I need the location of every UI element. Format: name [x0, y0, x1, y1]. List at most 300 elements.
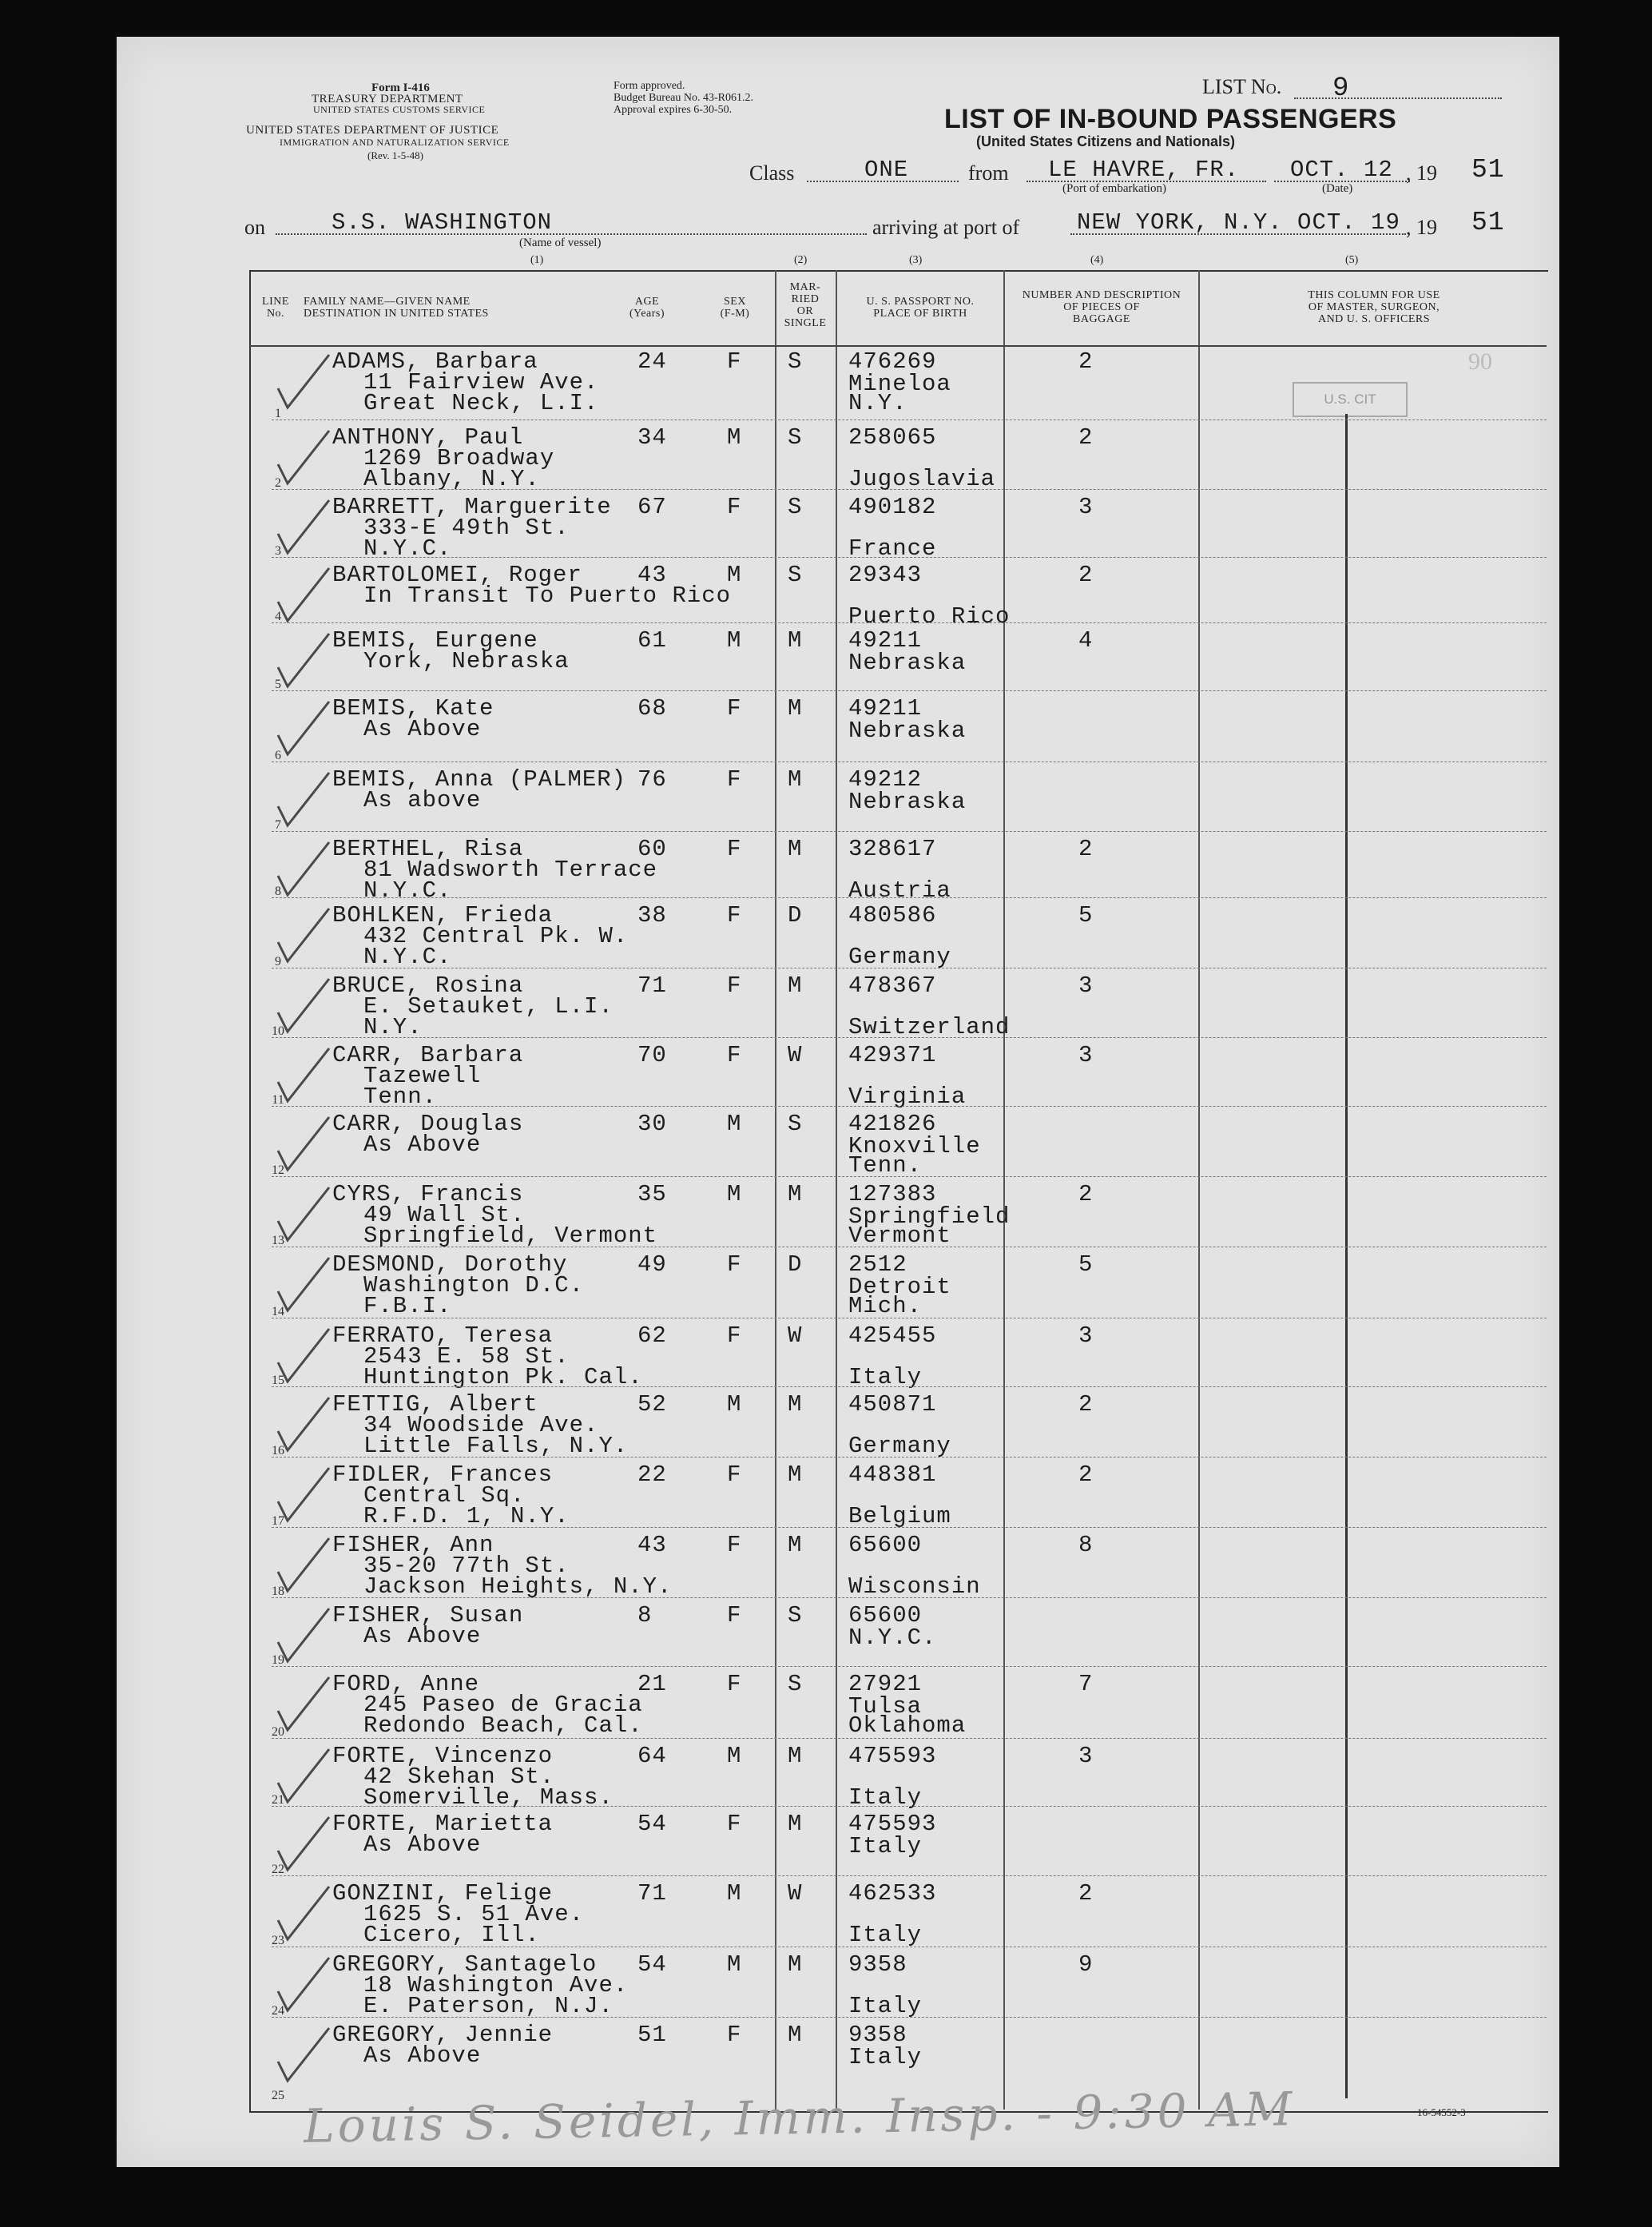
line-number: 5	[275, 678, 281, 691]
passenger-name: FISHER, Susan	[332, 1602, 524, 1628]
check-mark	[264, 1393, 336, 1457]
passenger-name: CYRS, Francis	[332, 1181, 524, 1207]
passenger-name: FORD, Anne	[332, 1671, 480, 1697]
place-of-birth: Tenn.	[848, 1152, 923, 1179]
passport-number: 49212	[848, 766, 923, 793]
us-cit-stamp: U.S. CIT	[1293, 382, 1408, 417]
passport-number: 2512	[848, 1251, 907, 1278]
passenger-sex: F	[727, 1602, 742, 1628]
passenger-sex: F	[727, 766, 742, 793]
arrival-year-prefix: , 19	[1406, 216, 1437, 239]
arriving-label: arriving at port of	[872, 216, 1020, 239]
row-divider	[272, 1806, 1547, 1807]
check-mark	[264, 1672, 336, 1736]
passenger-sex: M	[727, 1743, 742, 1769]
row-divider	[272, 1386, 1547, 1387]
passenger-sex: F	[727, 494, 742, 520]
baggage-count: 2	[1078, 836, 1094, 862]
passport-number: 429371	[848, 1042, 937, 1068]
passenger-marital-status: D	[788, 902, 803, 929]
baggage-count: 7	[1078, 1671, 1094, 1697]
dept-ins: IMMIGRATION AND NATURALIZATION SERVICE	[280, 137, 510, 148]
passenger-sex: M	[727, 1951, 742, 1978]
place-of-birth: Italy	[848, 1993, 923, 2019]
place-of-birth: Wisconsin	[848, 1573, 981, 1600]
baggage-count: 2	[1078, 348, 1094, 375]
line-number: 20	[272, 1725, 284, 1739]
check-mark	[264, 1953, 336, 2017]
place-of-birth: Austria	[848, 877, 951, 904]
check-mark	[264, 904, 336, 968]
column-number-1: (1)	[530, 254, 544, 266]
place-of-birth: Mineloa	[848, 371, 951, 397]
passenger-address: 49 Wall St.	[363, 1202, 526, 1228]
passenger-address: F.B.I.	[363, 1293, 452, 1319]
baggage-count: 3	[1078, 1322, 1094, 1349]
passenger-address: As Above	[363, 716, 482, 742]
passenger-age: 60	[637, 836, 667, 862]
passenger-address: 1625 S. 51 Ave.	[363, 1901, 585, 1927]
col-divider	[1003, 270, 1005, 2110]
passenger-age: 54	[637, 1951, 667, 1978]
passenger-marital-status: M	[788, 1743, 803, 1769]
passenger-name: BOHLKEN, Frieda	[332, 902, 554, 929]
passenger-name: BEMIS, Kate	[332, 695, 494, 722]
place-of-birth: Germany	[848, 944, 951, 970]
passenger-address: 2543 E. 58 St.	[363, 1343, 570, 1370]
place-of-birth: N.Y.	[848, 390, 907, 416]
passenger-marital-status: M	[788, 1811, 803, 1837]
check-mark	[264, 1183, 336, 1247]
row-divider	[272, 690, 1547, 691]
passenger-sex: F	[727, 348, 742, 375]
column-number-5: (5)	[1345, 254, 1359, 266]
check-mark	[264, 1533, 336, 1597]
passenger-address: Albany, N.Y.	[363, 466, 540, 492]
line-number: 19	[272, 1653, 284, 1667]
line-number: 9	[275, 955, 281, 968]
header-rule	[249, 345, 1547, 347]
passenger-marital-status: M	[788, 1532, 803, 1558]
passport-number: 450871	[848, 1391, 937, 1418]
baggage-count: 4	[1078, 627, 1094, 654]
row-divider	[272, 831, 1547, 832]
check-mark	[264, 697, 336, 761]
baggage-count: 3	[1078, 494, 1094, 520]
passenger-age: 71	[637, 972, 667, 999]
check-mark	[264, 768, 336, 832]
passenger-marital-status: W	[788, 1322, 803, 1349]
place-of-birth: Detroit	[848, 1274, 951, 1300]
passenger-sex: F	[727, 836, 742, 862]
passport-number: 462533	[848, 1880, 937, 1907]
baggage-count: 2	[1078, 1391, 1094, 1418]
passenger-name: FORTE, Vincenzo	[332, 1743, 554, 1769]
arrival-line	[1070, 233, 1406, 235]
passport-number: 27921	[848, 1671, 923, 1697]
passport-number: 29343	[848, 562, 923, 588]
line-number: 25	[272, 2089, 284, 2102]
line-number: 22	[272, 1863, 284, 1876]
line-number: 10	[272, 1024, 284, 1038]
passenger-address: Jackson Heights, N.Y.	[363, 1573, 673, 1600]
date-caption: (Date)	[1322, 182, 1353, 195]
passenger-age: 68	[637, 695, 667, 722]
place-of-birth: Puerto Rico	[848, 603, 1011, 630]
passenger-address: Cicero, Ill.	[363, 1922, 540, 1948]
passenger-address: Little Falls, N.Y.	[363, 1433, 629, 1459]
list-no-label: LIST No.	[1202, 75, 1282, 98]
passenger-marital-status: S	[788, 494, 803, 520]
passenger-sex: F	[727, 1251, 742, 1278]
port-caption: (Port of embarkation)	[1062, 182, 1166, 195]
passport-number: 9358	[848, 2022, 907, 2048]
place-of-birth: Italy	[848, 2044, 923, 2070]
passenger-address: E. Setauket, L.I.	[363, 993, 614, 1020]
check-mark	[264, 1604, 336, 1668]
passenger-address: As Above	[363, 1623, 482, 1649]
baggage-count: 2	[1078, 424, 1094, 451]
passenger-name: CARR, Barbara	[332, 1042, 524, 1068]
passenger-address: As Above	[363, 1131, 482, 1158]
baggage-count: 3	[1078, 972, 1094, 999]
row-divider	[272, 1597, 1547, 1598]
check-mark	[264, 837, 336, 901]
passenger-address: Tenn.	[363, 1084, 438, 1110]
line-number: 24	[272, 2004, 284, 2018]
line-number: 18	[272, 1585, 284, 1598]
line-number: 4	[275, 610, 281, 623]
passenger-age: 34	[637, 424, 667, 451]
passenger-marital-status: S	[788, 424, 803, 451]
passenger-address: 432 Central Pk. W.	[363, 923, 629, 949]
passenger-marital-status: S	[788, 1602, 803, 1628]
margin-number: 90	[1468, 348, 1492, 375]
place-of-birth: Springfield	[848, 1203, 1011, 1230]
row-divider	[272, 489, 1547, 490]
passenger-sex: F	[727, 1461, 742, 1488]
row-divider	[272, 622, 1547, 623]
header-officers: THIS COLUMN FOR USE OF MASTER, SURGEON, AND U. S. OFFICERS	[1308, 289, 1440, 325]
passenger-age: 35	[637, 1181, 667, 1207]
check-mark	[264, 1044, 336, 1108]
passport-number: 49211	[848, 695, 923, 722]
passenger-marital-status: S	[788, 348, 803, 375]
passport-number: 328617	[848, 836, 937, 862]
approval-expiry: Approval expires 6-30-50.	[614, 104, 733, 116]
passenger-address: Springfield, Vermont	[363, 1223, 658, 1249]
passenger-address: N.Y.C.	[363, 944, 452, 970]
passenger-marital-status: S	[788, 562, 803, 588]
passenger-sex: M	[727, 627, 742, 654]
passenger-age: 21	[637, 1671, 667, 1697]
passport-number: 425455	[848, 1322, 937, 1349]
place-of-birth: Tulsa	[848, 1693, 923, 1720]
passenger-age: 43	[637, 562, 667, 588]
baggage-count: 9	[1078, 1951, 1094, 1978]
dept-customs: UNITED STATES CUSTOMS SERVICE	[313, 104, 486, 115]
passport-number: 65600	[848, 1532, 923, 1558]
baggage-count: 2	[1078, 562, 1094, 588]
passenger-marital-status: M	[788, 2022, 803, 2048]
check-mark	[264, 629, 336, 693]
list-no-line	[1294, 97, 1502, 99]
passenger-marital-status: D	[788, 1251, 803, 1278]
vessel-name: S.S. WASHINGTON	[332, 209, 553, 236]
place-of-birth: Nebraska	[848, 789, 967, 815]
passenger-address: 333-E 49th St.	[363, 515, 570, 541]
check-mark	[264, 2023, 336, 2087]
passenger-address: 34 Woodside Ave.	[363, 1412, 599, 1438]
baggage-count: 2	[1078, 1181, 1094, 1207]
passenger-address: Washington D.C.	[363, 1272, 585, 1298]
year-prefix: , 19	[1406, 161, 1437, 185]
budget-bureau-no: Budget Bureau No. 43-R061.2.	[614, 92, 753, 104]
place-of-birth: Nebraska	[848, 718, 967, 744]
passport-number: 490182	[848, 494, 937, 520]
line-number: 21	[272, 1793, 284, 1807]
passport-number: 49211	[848, 627, 923, 654]
line-number: 7	[275, 818, 281, 832]
passenger-age: 30	[637, 1111, 667, 1137]
passenger-address: R.F.D. 1, N.Y.	[363, 1503, 570, 1529]
line-number: 23	[272, 1934, 284, 1947]
passport-number: 448381	[848, 1461, 937, 1488]
passenger-marital-status: M	[788, 766, 803, 793]
passenger-sex: M	[727, 562, 742, 588]
row-divider	[272, 1176, 1547, 1177]
passport-number: 9358	[848, 1951, 907, 1978]
header-married: MAR- RIED OR SINGLE	[784, 281, 827, 329]
place-of-birth: Vermont	[848, 1223, 951, 1249]
place-of-birth: Oklahoma	[848, 1712, 967, 1739]
class-label: Class	[749, 161, 795, 185]
passenger-address: 81 Wadsworth Terrace	[363, 857, 658, 883]
passenger-sex: F	[727, 1671, 742, 1697]
passenger-age: 61	[637, 627, 667, 654]
passenger-address: Huntington Pk. Cal.	[363, 1364, 643, 1390]
row-divider	[272, 1738, 1547, 1739]
passenger-address: 18 Washington Ave.	[363, 1972, 629, 1998]
row-divider	[272, 2017, 1547, 2018]
line-number: 11	[272, 1093, 284, 1107]
passenger-address: 42 Skehan St.	[363, 1764, 555, 1790]
passport-number: 478367	[848, 972, 937, 999]
passenger-name: BRUCE, Rosina	[332, 972, 524, 999]
place-of-birth: Mich.	[848, 1293, 923, 1319]
line-number: 16	[272, 1444, 284, 1457]
column-number-2: (2)	[794, 254, 808, 266]
row-divider	[272, 557, 1547, 558]
passenger-age: 62	[637, 1322, 667, 1349]
place-of-birth: Italy	[848, 1784, 923, 1811]
place-of-birth: Virginia	[848, 1084, 967, 1110]
passenger-name: BEMIS, Eurgene	[332, 627, 538, 654]
passenger-sex: M	[727, 1181, 742, 1207]
baggage-count: 2	[1078, 1880, 1094, 1907]
passenger-address: Somerville, Mass.	[363, 1784, 614, 1811]
passenger-marital-status: M	[788, 695, 803, 722]
arrival-year: 51	[1471, 208, 1505, 237]
line-number: 13	[272, 1234, 284, 1247]
check-mark	[264, 1253, 336, 1317]
place-of-birth: Germany	[848, 1433, 951, 1459]
passenger-name: BERTHEL, Risa	[332, 836, 524, 862]
passenger-name: CARR, Douglas	[332, 1111, 524, 1137]
passenger-age: 8	[637, 1602, 653, 1628]
check-mark	[264, 1463, 336, 1527]
passenger-sex: M	[727, 1111, 742, 1137]
baggage-count: 3	[1078, 1743, 1094, 1769]
passenger-age: 71	[637, 1880, 667, 1907]
line-number: 17	[272, 1514, 284, 1528]
passenger-name: BEMIS, Anna (PALMER)	[332, 766, 627, 793]
passenger-address: N.Y.C.	[363, 535, 452, 562]
line-number: 15	[272, 1374, 284, 1387]
passenger-sex: M	[727, 424, 742, 451]
place-of-birth: Belgium	[848, 1503, 951, 1529]
check-mark	[264, 1882, 336, 1946]
passport-number: 475593	[848, 1743, 937, 1769]
passenger-address: E. Paterson, N.J.	[363, 1993, 614, 2019]
passenger-name: FERRATO, Teresa	[332, 1322, 554, 1349]
row-divider	[272, 1875, 1547, 1876]
col-divider	[836, 270, 837, 2110]
row-divider	[272, 1037, 1547, 1038]
embarkation-year: 51	[1471, 155, 1505, 185]
form-approved: Form approved.	[614, 80, 685, 92]
passenger-sex: F	[727, 695, 742, 722]
place-of-birth: N.Y.C.	[848, 1625, 937, 1651]
passenger-sex: F	[727, 902, 742, 929]
column-number-3: (3)	[909, 254, 923, 266]
passenger-name: DESMOND, Dorothy	[332, 1251, 568, 1278]
passenger-marital-status: W	[788, 1880, 803, 1907]
place-of-birth: Knoxville	[848, 1133, 981, 1159]
vessel-line	[276, 233, 867, 235]
passenger-name: ADAMS, Barbara	[332, 348, 538, 375]
embarkation-date: OCT. 12	[1290, 157, 1393, 183]
passenger-address: As Above	[363, 1831, 482, 1858]
passenger-sex: F	[727, 1042, 742, 1068]
row-divider	[272, 1106, 1547, 1107]
line-number: 8	[275, 885, 281, 898]
passenger-age: 52	[637, 1391, 667, 1418]
check-mark	[264, 1812, 336, 1876]
place-of-birth: Italy	[848, 1364, 923, 1390]
check-mark	[264, 426, 336, 490]
place-of-birth: Nebraska	[848, 650, 967, 676]
passenger-age: 49	[637, 1251, 667, 1278]
passenger-address: In Transit To Puerto Rico	[363, 583, 732, 609]
passenger-age: 54	[637, 1811, 667, 1837]
line-number: 1	[275, 407, 281, 420]
passenger-marital-status: M	[788, 627, 803, 654]
passenger-sex: F	[727, 2022, 742, 2048]
port-of-embarkation: LE HAVRE, FR.	[1048, 157, 1240, 183]
passenger-name: GREGORY, Jennie	[332, 2022, 554, 2048]
passenger-address: 11 Fairview Ave.	[363, 369, 599, 396]
arrival-port-date: NEW YORK, N.Y. OCT. 19	[1077, 209, 1400, 236]
passenger-address: 1269 Broadway	[363, 445, 555, 471]
dept-justice: UNITED STATES DEPARTMENT OF JUSTICE	[246, 124, 499, 137]
passenger-sex: F	[727, 1811, 742, 1837]
inspector-signature: Louis S. Seidel, Imm. Insp. - 9:30 AM	[303, 2082, 1296, 2153]
passenger-marital-status: M	[788, 1181, 803, 1207]
place-of-birth: Italy	[848, 1922, 923, 1948]
passport-number: 65600	[848, 1602, 923, 1628]
passport-number: 475593	[848, 1811, 937, 1837]
place-of-birth: Jugoslavia	[848, 466, 996, 492]
on-label: on	[244, 216, 265, 239]
passenger-marital-status: M	[788, 1951, 803, 1978]
passenger-sex: F	[727, 1532, 742, 1558]
header-line-no: LINE No.	[262, 296, 289, 320]
header-name: FAMILY NAME—GIVEN NAME DESTINATION IN UNITED STATES	[304, 296, 489, 320]
passenger-name: BARTOLOMEI, Roger	[332, 562, 582, 588]
row-divider	[272, 1527, 1547, 1528]
page-title: LIST OF IN-BOUND PASSENGERS	[944, 104, 1397, 134]
header-age: AGE (Years)	[629, 296, 665, 320]
dept-treasury: TREASURY DEPARTMENT	[312, 93, 463, 105]
from-label: from	[968, 161, 1009, 185]
baggage-count: 5	[1078, 1251, 1094, 1278]
passport-number: 480586	[848, 902, 937, 929]
passenger-address: As Above	[363, 2042, 482, 2069]
passenger-name: FETTIG, Albert	[332, 1391, 538, 1418]
check-mark	[264, 495, 336, 559]
column-number-4: (4)	[1090, 254, 1104, 266]
passenger-marital-status: M	[788, 972, 803, 999]
passenger-marital-status: S	[788, 1111, 803, 1137]
header-passport: U. S. PASSPORT NO. PLACE OF BIRTH	[866, 296, 975, 320]
class-line	[807, 181, 959, 182]
list-no-value: 9	[1332, 74, 1350, 104]
passenger-address: 35-20 77th St.	[363, 1553, 570, 1579]
form-revision: (Rev. 1-5-48)	[367, 149, 423, 161]
col-divider	[775, 270, 776, 2110]
passenger-sex: F	[727, 972, 742, 999]
header-sex: SEX (F-M)	[720, 296, 750, 320]
baggage-count: 3	[1078, 1042, 1094, 1068]
passenger-age: 43	[637, 1532, 667, 1558]
passenger-age: 22	[637, 1461, 667, 1488]
passenger-name: GONZINI, Felige	[332, 1880, 554, 1907]
passport-number: 258065	[848, 424, 937, 451]
place-of-birth: Italy	[848, 1833, 923, 1859]
place-of-birth: Switzerland	[848, 1014, 1011, 1040]
passenger-address: N.Y.C.	[363, 877, 452, 904]
passenger-name: GREGORY, Santagelo	[332, 1951, 598, 1978]
passenger-sex: F	[727, 1322, 742, 1349]
passport-number: 127383	[848, 1181, 937, 1207]
form-number: Form I-416	[371, 82, 430, 94]
line-number: 3	[275, 544, 281, 558]
row-divider	[272, 1666, 1547, 1667]
check-mark	[264, 1744, 336, 1808]
check-mark	[264, 350, 336, 414]
passenger-address: Central Sq.	[363, 1482, 526, 1509]
passenger-marital-status: M	[788, 836, 803, 862]
passport-number: 476269	[848, 348, 937, 375]
baggage-count: 8	[1078, 1532, 1094, 1558]
passenger-age: 38	[637, 902, 667, 929]
passport-number: 421826	[848, 1111, 937, 1137]
passenger-address: Redondo Beach, Cal.	[363, 1712, 643, 1739]
passenger-marital-status: S	[788, 1671, 803, 1697]
passenger-name: BARRETT, Marguerite	[332, 494, 612, 520]
print-code: 16-54552-3	[1417, 2106, 1466, 2118]
